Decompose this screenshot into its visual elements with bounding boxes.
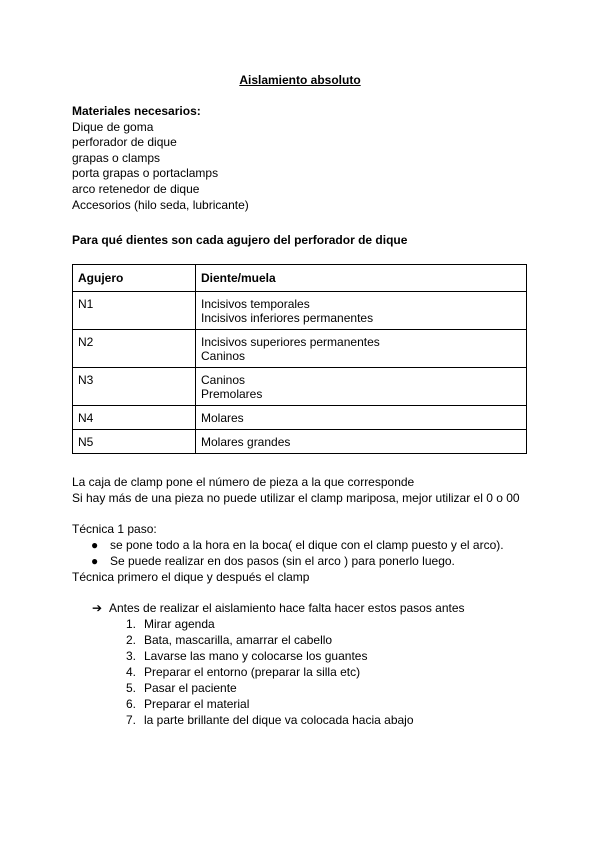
list-item [92,632,465,648]
step-text: la parte brillante del dique va colocada hacia abajo [144,713,414,727]
step-number: 7. [126,713,137,727]
table-cell-hole: N3 [73,368,196,406]
list-item [92,664,465,680]
table-cell-teeth [196,330,527,368]
step-text: Lavarse las mano y colocarse los guantes [144,649,368,663]
table-cell-teeth [196,292,527,330]
table-header-teeth: Diente/muela [196,265,527,292]
table-cell-hole: N2 [73,330,196,368]
steps-section [92,600,465,728]
note-line: La caja de clamp pone el número de pieza a la que corresponde [72,475,415,489]
teeth-line: Caninos [201,349,246,363]
table-cell-teeth [196,406,527,430]
materials-item: Dique de goma [72,119,154,134]
table-cell-hole: N4 [73,406,196,430]
step-text: Bata, mascarilla, amarrar el cabello [144,633,333,647]
steps-intro [92,600,465,616]
list-item [92,712,465,728]
step-text: Preparar el material [144,697,250,711]
technique1-heading: Técnica 1 paso: [72,522,157,536]
arrow-right-icon: ➔ [92,601,103,615]
bullet-icon: ● [91,554,99,568]
materials-item: porta grapas o portaclamps [72,166,219,181]
step-text: Preparar el entorno (preparar la silla etc) [144,665,361,679]
teeth-line: Caninos [201,373,246,387]
materials-item: grapas o clamps [72,150,161,165]
list-item [72,553,504,569]
step-text: Pasar el paciente [144,681,237,695]
bullet-icon: ● [91,538,99,552]
teeth-line: Incisivos temporales [201,297,310,311]
table-cell-hole: N1 [73,292,196,330]
teeth-line: Molares [201,411,244,425]
perforator-question-heading: Para qué dientes son cada agujero del perforador de dique [72,233,408,247]
steps-list [92,616,465,728]
table-row [73,330,527,368]
document-title: Aislamiento absoluto [239,73,361,87]
note-line: Si hay más de una pieza no puede utilizar el clamp mariposa, mejor utilizar el 0 o 00 [72,491,520,505]
step-number: 3. [126,649,137,663]
materials-section [72,104,249,213]
table-cell-teeth [196,430,527,454]
clamp-notes [72,474,520,506]
table-row [73,406,527,430]
bullet-text: se pone todo a la hora en la boca( el dique con el clamp puesto y el arco). [110,538,504,552]
materials-heading: Materiales necesarios: [72,104,201,118]
list-item [92,680,465,696]
technique1-bullets [72,537,504,569]
teeth-line: Premolares [201,387,263,401]
step-number: 6. [126,697,137,711]
step-text: Mirar agenda [144,617,215,631]
teeth-line: Incisivos inferiores permanentes [201,311,374,325]
step-number: 2. [126,633,137,647]
table-row [73,292,527,330]
table-header-row [73,265,527,292]
table-cell-hole: N5 [73,430,196,454]
bullet-text: Se puede realizar en dos pasos (sin el arco ) para ponerlo luego. [110,554,455,568]
list-item [92,696,465,712]
step-number: 1. [126,617,137,631]
table-row [73,430,527,454]
step-number: 4. [126,665,137,679]
materials-item: Accesorios (hilo seda, lubricante) [72,197,249,212]
technique2-line: Técnica primero el dique y después el clamp [72,570,310,584]
teeth-line: Molares grandes [201,435,291,449]
materials-item: arco retenedor de dique [72,181,200,196]
table-cell-teeth [196,368,527,406]
list-item [92,648,465,664]
table-header-hole: Agujero [73,265,196,292]
materials-item: perforador de dique [72,135,177,150]
perforator-holes-table [72,264,527,454]
teeth-line: Incisivos superiores permanentes [201,335,380,349]
list-item [72,537,504,553]
table-row [73,368,527,406]
technique-section [72,521,504,585]
step-number: 5. [126,681,137,695]
steps-intro-text: Antes de realizar el aislamiento hace falta hacer estos pasos antes [109,601,465,615]
list-item [92,616,465,632]
